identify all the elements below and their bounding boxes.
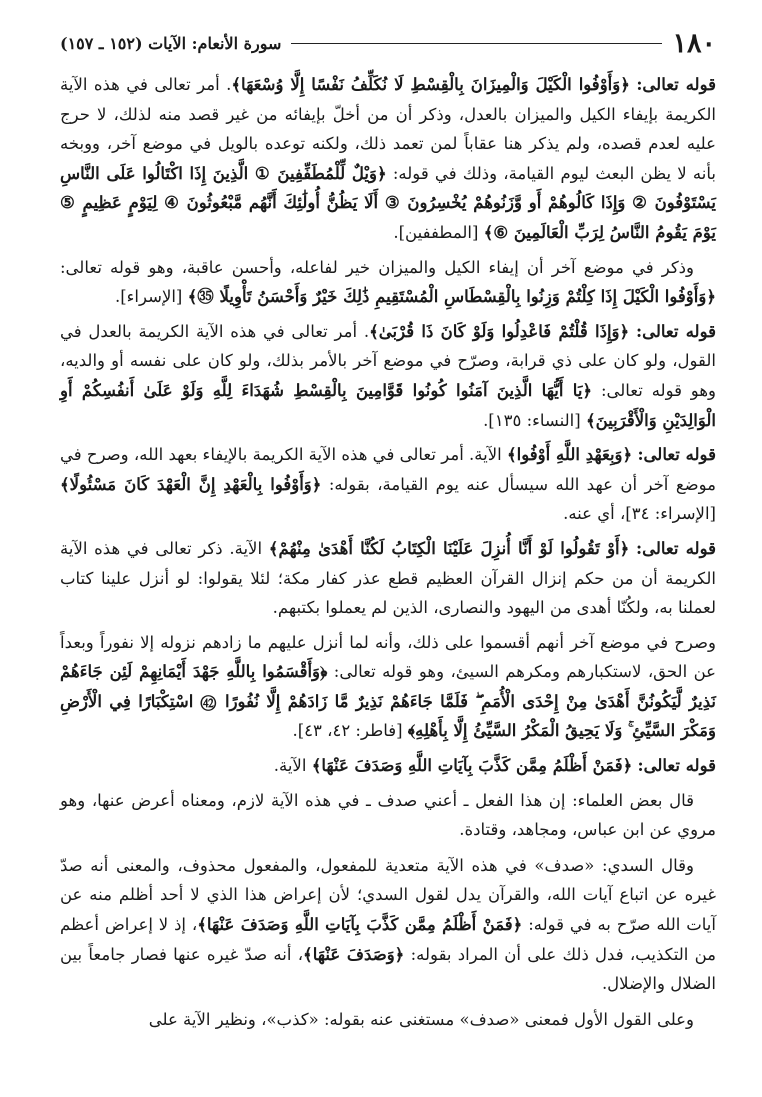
verse-reference: [فاطر: ٤٢، ٤٣]. [292,721,403,741]
verse-reference: [الإسراء: ٣٤]، أي عنه. [563,504,716,524]
quran-quote: ﴿فَمَنْ أَظْلَمُ مِمَّن كَذَّبَ بِآيَاتِ اللَّهِ وَصَدَفَ عَنْهَا﴾ [311,756,633,776]
body-text: وقال السدي: «صدف» في هذه الآية متعدية للمفعول، والمفعول محذوف، والمعنى أنه صدّ غيره عن اتباع آيات الله، والقرآن يدل لقول السدي؛ لأن إعراض هذا الذي لا أحد أظلم منه عن آيات الله صرّح به في قوله: [60,855,716,935]
quran-quote: ﴿وَأَوْفُوا الْكَيْلَ وَالْمِيزَانَ بِالْقِسْطِ لَا نُكَلِّفُ نَفْسًا إِلَّا وُسْعَهَا﴾ [231,75,630,94]
body-text: وصرح في موضع آخر أنهم أقسموا على ذلك، وأنه لما أنزل عليهم ما زادهم نزوله إلا نفوراً وبعداً عن الحق، لاستكبارهم ومكرهم السيئ، وهو قوله تعالى: [60,632,717,682]
verse-reference: [الإسراء]. [114,287,183,307]
body-text: . أمر تعالى في هذه الآية الكريمة بالعدل في القول، ولو كان على ذي قرابة، وصرّح في موضع آخر بالأمر بذلك، ولو كان على نفسه أو والديه، وهو قوله تعالى: [60,321,717,400]
paragraph-9 [60,851,716,999]
body-text: وعلى القول الأول فمعنى «صدف» مستغنى عنه بقوله: «كذب»، ونظير الآية على [148,1009,694,1029]
page-header [60,26,716,60]
paragraph-2 [60,253,716,312]
quran-quote: ﴿فَمَنْ أَظْلَمُ مِمَّن كَذَّبَ بِآيَاتِ اللَّهِ وَصَدَفَ عَنْهَا﴾ [197,915,523,935]
paragraph-4 [60,440,716,529]
quran-quote: ﴿يَا أَيُّهَا الَّذِينَ آمَنُوا كُونُوا قَوَّامِينَ بِالْقِسْطِ شُهَدَاءَ لِلَّهِ وَلَوْ عَلَىٰ أَنفُسِكُمْ أَوِ الْوَالِدَيْنِ وَالْأَقْرَبِينَ﴾ [60,380,716,430]
body-text: قال بعض العلماء: إن هذا الفعل ـ أعني صدف ـ في هذه الآية لازم، ومعناه أعرض عنها، وهو مروي عن ابن عباس، ومجاهد، وقتادة. [60,790,716,840]
body-text: وذكر في موضع آخر أن إيفاء الكيل والميزان خير لفاعله، وأحسن عاقبة، وهو قوله تعالى: [60,257,694,277]
paragraph-3 [60,317,716,435]
paragraph-10 [60,1005,716,1035]
paragraph-1 [60,70,716,248]
page-number: ١٨٠ [672,27,716,59]
quran-quote: ﴿وَيْلٌ لِّلْمُطَفِّفِينَ ① الَّذِينَ إِذَا اكْتَالُوا عَلَى النَّاسِ يَسْتَوْفُونَ ② وَإِذَا كَالُوهُمْ أَو وَّزَنُوهُمْ يُخْسِرُونَ ③ أَلَا يَظُنُّ أُولَٰئِكَ أَنَّهُم مَّبْعُوثُونَ ④ لِيَوْمٍ عَظِيمٍ ⑤ يَوْمَ يَقُومُ النَّاسُ لِرَبِّ الْعَالَمِينَ ⑥﴾ [60,163,716,242]
verse-reference: [النساء: ١٣٥]. [483,410,581,430]
section-lead: قوله تعالى: [637,445,716,465]
quran-quote: ﴿أَوْ تَقُولُوا لَوْ أَنَّا أُنزِلَ عَلَيْنَا الْكِتَابُ لَكُنَّا أَهْدَىٰ مِنْهُمْ﴾ [268,538,630,558]
body-text: الآية. أمر تعالى في هذه الآية الكريمة بالإيفاء بعهد الله، وصرح في موضع آخر أن عهد الله سيسأل عنه يوم القيامة، بقوله: [60,445,716,494]
paragraph-6 [60,628,716,746]
body-text: ، أنه صدّ غيره عنها فصار جامعاً بين الضلال والإضلال. [60,944,716,994]
running-title: سورة الأنعام: الآيات (١٥٢ ـ ١٥٧) [60,33,282,53]
header-rule [291,43,662,44]
section-lead: قوله تعالى: [637,756,716,776]
paragraph-5 [60,534,716,623]
section-lead: قوله تعالى: [636,75,716,94]
quran-quote: ﴿وَصَدَفَ عَنْهَا﴾ [303,944,405,964]
quran-quote: ﴿وَأَوْفُوا الْكَيْلَ إِذَا كِلْتُمْ وَزِنُوا بِالْقِسْطَاسِ الْمُسْتَقِيمِ ذَٰلِكَ خَيْرٌ وَأَحْسَنُ تَأْوِيلًا ㉟﴾ [187,287,716,307]
paragraph-8 [60,786,716,845]
quran-quote: ﴿وَبِعَهْدِ اللَّهِ أَوْفُوا﴾ [507,445,633,465]
quran-quote: ﴿وَأَقْسَمُوا بِاللَّهِ جَهْدَ أَيْمَانِهِمْ لَئِن جَاءَهُمْ نَذِيرٌ لَّيَكُونُنَّ أَهْدَىٰ مِنْ إِحْدَى الْأُمَمِ ۖ فَلَمَّا جَاءَهُمْ نَذِيرٌ مَّا زَادَهُمْ إِلَّا نُفُورًا ㊷ اسْتِكْبَارًا فِي الْأَرْضِ وَمَكْرَ السَّيِّئِ ۚ وَلَا يَحِيقُ الْمَكْرُ السَّيِّئُ إِلَّا بِأَهْلِهِ﴾ [60,662,716,741]
quran-quote: ﴿وَأَوْفُوا بِالْعَهْدِ إِنَّ الْعَهْدَ كَانَ مَسْئُولًا﴾ [60,474,322,494]
body-text: ، إذ لا إعراض أعظم من التكذيب، فدل ذلك على أن المراد بقوله: [60,915,716,964]
section-lead: قوله تعالى: [635,321,716,341]
body-text: الآية. ذكر تعالى في هذه الآية الكريمة أن من حكم إنزال القرآن العظيم قطع عذر كفار مكة؛ لئلا يقولوا: لو أنزل علينا كتاب لعملنا به، ولكُنّا أهدى من اليهود والنصارى، الذين لم يعملوا بكتبهم. [60,538,716,618]
section-lead: قوله تعالى: [636,538,716,558]
quran-quote: ﴿وَإِذَا قُلْتُمْ فَاعْدِلُوا وَلَوْ كَانَ ذَا قُرْبَىٰ﴾ [369,321,630,341]
paragraph-7 [60,751,716,781]
body-text: . أمر تعالى في هذه الآية الكريمة بإيفاء الكيل والميزان بالعدل، وذكر أن من أخلّ بإيفائه من غير قصد منه لذلك، لا حرج عليه لعدم قصده، ولم يذكر هنا عقاباً لمن تعمد ذلك، ولكنه توعده بالويل في موضع آخر، ووبخه بأنه لا يظن البعث ليوم القيامة، وذلك في قوله: [60,75,716,183]
verse-reference: [المطففين]. [393,222,479,242]
body-text: الآية. [273,756,312,776]
